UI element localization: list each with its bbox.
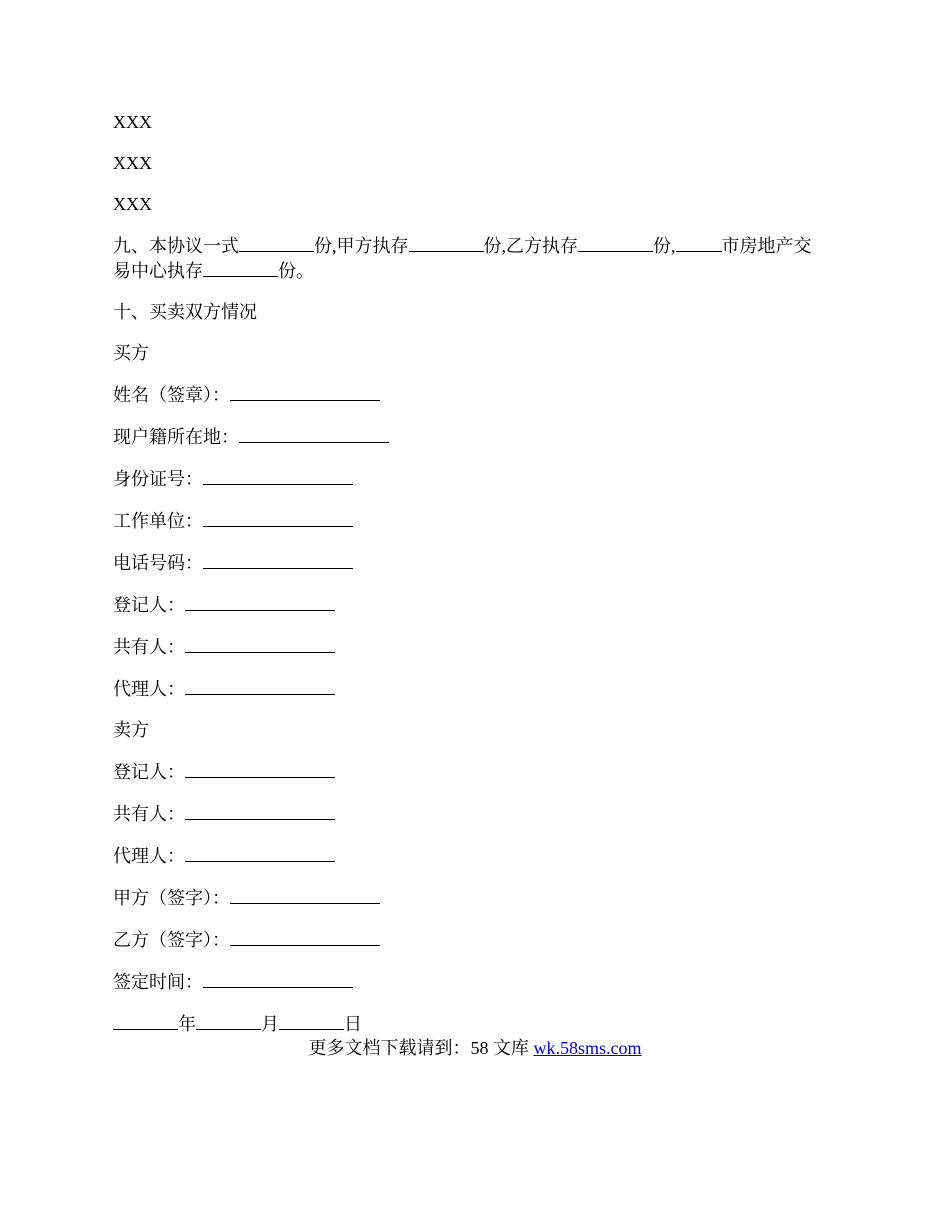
date-line bbox=[113, 1011, 833, 1036]
field-label: 甲方（签字）： bbox=[113, 888, 230, 908]
seller-heading: 卖方 bbox=[113, 720, 149, 740]
field-label: 工作单位： bbox=[113, 511, 203, 531]
center-copies-blank bbox=[203, 258, 278, 277]
placeholder-line-3: XXX bbox=[113, 194, 152, 214]
clause-9-part1: 份,甲方执存 bbox=[314, 236, 409, 256]
footer bbox=[0, 1036, 950, 1060]
day-label: 日 bbox=[344, 1014, 362, 1034]
buyer-heading: 买方 bbox=[113, 343, 149, 363]
field-blank bbox=[203, 508, 353, 527]
field-blank bbox=[185, 801, 335, 820]
party-b-signature-field bbox=[113, 927, 833, 952]
field-blank bbox=[239, 424, 389, 443]
buyer-name-field bbox=[113, 382, 833, 407]
clause-9-part4: 市房地产交易中心执存 bbox=[113, 236, 812, 281]
sign-time-field bbox=[113, 969, 833, 994]
field-blank bbox=[185, 843, 335, 862]
field-blank bbox=[185, 592, 335, 611]
field-label: 乙方（签字）： bbox=[113, 930, 230, 950]
signature-blank bbox=[230, 382, 380, 401]
document-body bbox=[113, 110, 833, 1053]
party-a-signature-field bbox=[113, 885, 833, 910]
buyer-phone-field bbox=[113, 550, 833, 575]
field-label: 身份证号： bbox=[113, 469, 203, 489]
field-label: 姓名（签章）： bbox=[113, 385, 230, 405]
footer-link[interactable]: wk.58sms.com bbox=[533, 1038, 642, 1058]
seller-agent-field bbox=[113, 843, 833, 868]
month-blank bbox=[196, 1011, 261, 1030]
buyer-co-owner-field bbox=[113, 634, 833, 659]
party-a-copies-blank bbox=[409, 233, 484, 252]
field-label: 签定时间： bbox=[113, 972, 203, 992]
placeholder-line-1: XXX bbox=[113, 112, 152, 132]
field-label: 登记人： bbox=[113, 595, 185, 615]
buyer-agent-field bbox=[113, 676, 833, 701]
copies-total-blank bbox=[239, 233, 314, 252]
year-label: 年 bbox=[178, 1014, 196, 1034]
clause-9-prefix: 九、本协议一式 bbox=[113, 236, 239, 256]
day-blank bbox=[279, 1011, 344, 1030]
buyer-household-field bbox=[113, 424, 833, 449]
buyer-registrant-field bbox=[113, 592, 833, 617]
field-blank bbox=[203, 969, 353, 988]
placeholder-line-2: XXX bbox=[113, 153, 152, 173]
field-blank bbox=[185, 676, 335, 695]
field-label: 代理人： bbox=[113, 846, 185, 866]
city-blank bbox=[676, 233, 722, 252]
field-blank bbox=[185, 759, 335, 778]
clause-9-suffix: 份。 bbox=[278, 261, 314, 281]
field-label: 电话号码： bbox=[113, 553, 203, 573]
buyer-work-unit-field bbox=[113, 508, 833, 533]
field-label: 共有人： bbox=[113, 804, 185, 824]
footer-text: 更多文档下载请到：58 文库 bbox=[308, 1038, 534, 1058]
field-label: 代理人： bbox=[113, 679, 185, 699]
field-label: 现户籍所在地： bbox=[113, 427, 239, 447]
party-b-copies-blank bbox=[578, 233, 653, 252]
field-blank bbox=[203, 466, 353, 485]
field-blank bbox=[185, 634, 335, 653]
buyer-id-field bbox=[113, 466, 833, 491]
seller-co-owner-field bbox=[113, 801, 833, 826]
clause-9-part3: 份, bbox=[653, 236, 676, 256]
month-label: 月 bbox=[261, 1014, 279, 1034]
signature-blank bbox=[230, 885, 380, 904]
signature-blank bbox=[230, 927, 380, 946]
year-blank bbox=[113, 1011, 178, 1030]
seller-registrant-field bbox=[113, 759, 833, 784]
field-label: 共有人： bbox=[113, 637, 185, 657]
field-label: 登记人： bbox=[113, 762, 185, 782]
field-blank bbox=[203, 550, 353, 569]
clause-9 bbox=[113, 233, 827, 283]
clause-9-part2: 份,乙方执存 bbox=[483, 236, 578, 256]
clause-10: 十、买卖双方情况 bbox=[113, 302, 257, 322]
